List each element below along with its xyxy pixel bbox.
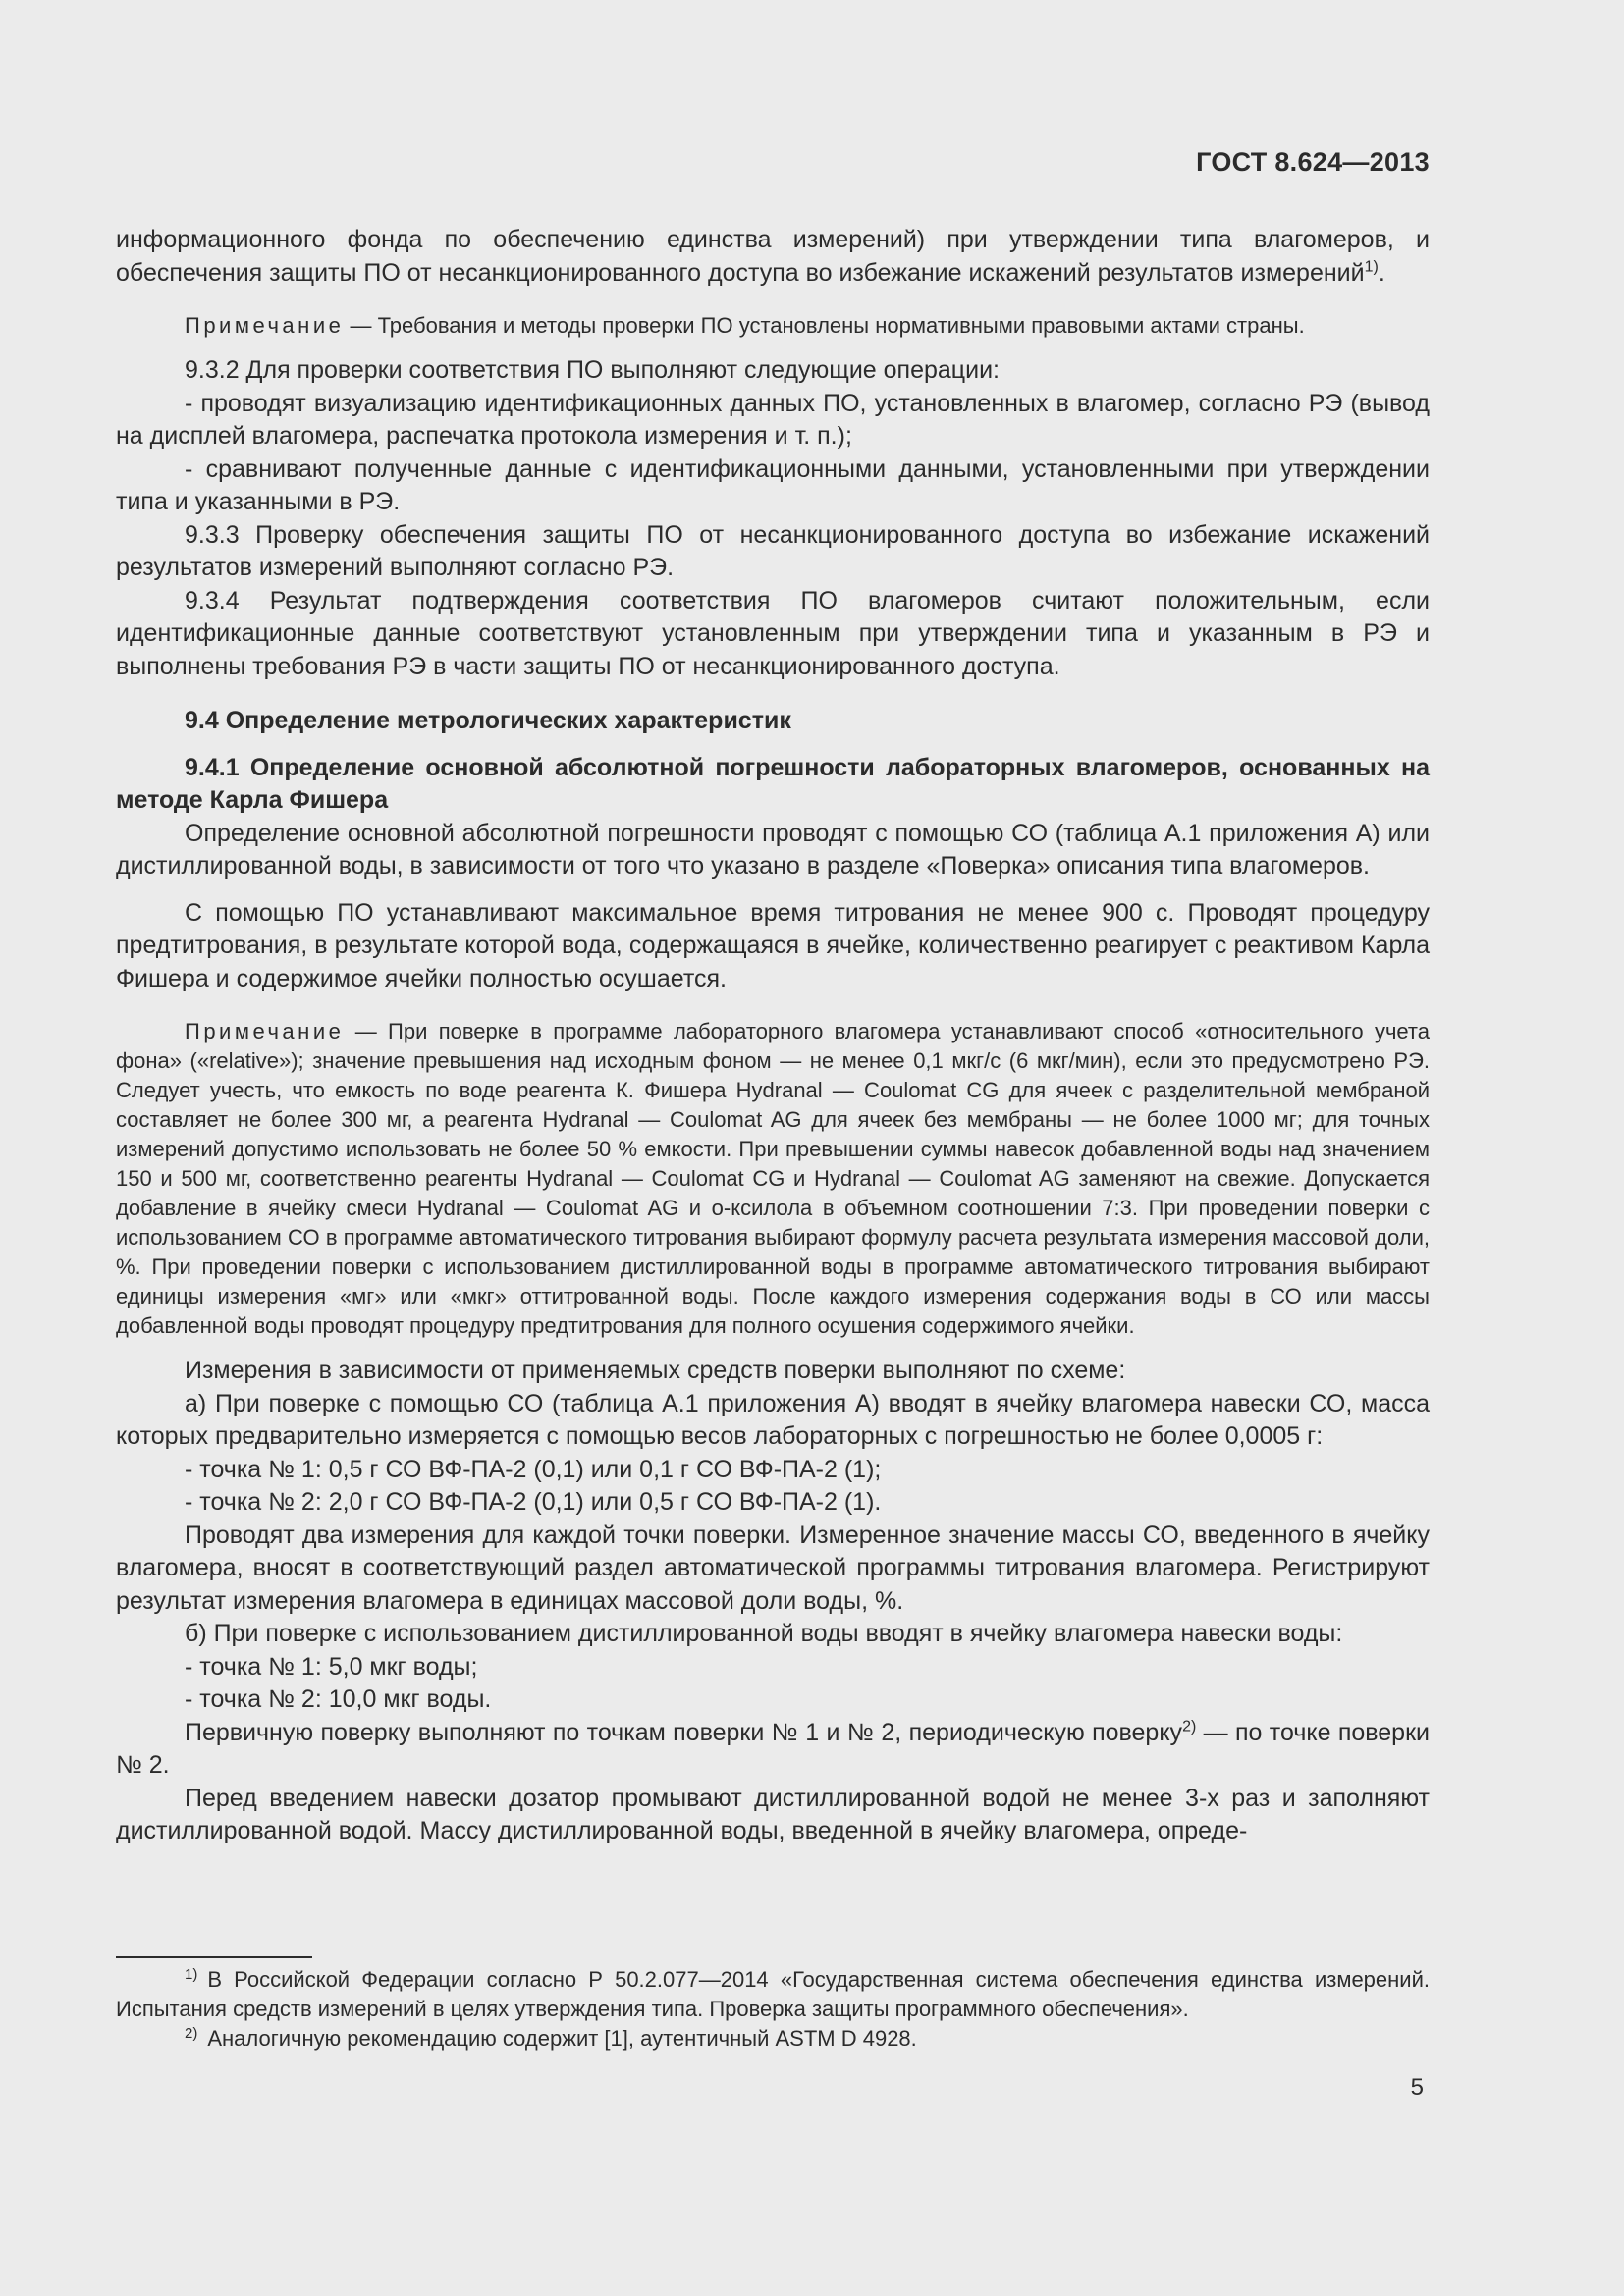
paragraph-end: — по точке поверки № 2. bbox=[116, 1718, 1430, 1779]
note-text: — Требования и методы проверки ПО установлены нормативными правовыми актами страны. bbox=[344, 313, 1305, 338]
two-measurements-para: Проводят два измерения для каждой точки поверки. Измеренное значение массы СО, введенного в ячейку влагомера, вносят в соответствующий раздел автоматической программы титрования влагомера. Регистрируют результат измерения влагомера в единицах массовой доли воды, %. bbox=[116, 1521, 1430, 1615]
clause-9-3-2: 9.3.2 Для проверки соответствия ПО выполняют следующие операции: bbox=[185, 356, 1001, 384]
scheme-item-b-point-2: - точка № 2: 10,0 мкг воды. bbox=[185, 1685, 492, 1713]
footnote-mark: 1) bbox=[185, 1965, 198, 1983]
paragraph-text: информационного фонда по обеспечению единства измерений) при утверждении типа влагомеров, и обеспечения защиты ПО от несанкционированного доступа во избежание искажений результатов измерений bbox=[116, 226, 1430, 287]
footnote-2 bbox=[116, 2024, 1430, 2054]
clause-9-3-3: 9.3.3 Проверку обеспечения защиты ПО от несанкционированного доступа во избежание искажений результатов измерений выполняют согласно РЭ. bbox=[116, 520, 1430, 581]
footnote-mark: 2) bbox=[185, 2024, 198, 2042]
footnote-ref-1[interactable]: 1) bbox=[1364, 258, 1379, 276]
scheme-item-b-point-1: - точка № 1: 5,0 мкг воды; bbox=[185, 1652, 478, 1681]
page-number: 5 bbox=[1410, 2074, 1424, 2101]
document-body bbox=[116, 224, 1430, 1848]
footnote-text: В Российской Федерации согласно Р 50.2.077—2014 «Государственная система обеспечения единства измерений. Испытания средств измерений в целях утверждения типа. Проверка защиты программного обеспечения». bbox=[116, 1967, 1430, 2021]
scheme-item-a-point-2: - точка № 2: 2,0 г СО ВФ-ПА-2 (0,1) или 0,5 г СО ВФ-ПА-2 (1). bbox=[185, 1488, 882, 1516]
note-software bbox=[116, 311, 1430, 341]
scheme-item-a: а) При поверке с помощью СО (таблица А.1 приложения А) вводят в ячейку влагомера навески СО, масса которых предварительно измеряется с помощью весов лабораторных с погрешностью не более 0,0005 г: bbox=[116, 1389, 1430, 1450]
note-text: — При поверке в программе лабораторного влагомера устанавливают способ «относительного учета фона» («relative»); значение превышения над исходным фоном — не менее 0,1 мкг/с (6 мкг/мин), если это предусмотрено РЭ. Следует учесть, что емкость по воде реагента К. Фишера Hydranal — Coulomat CG для ячеек с разделительной мембраной составляет не более 300 мг, а реагента Hydranal — Coulomat AG для ячеек без мембраны — не более 1000 мг; для точных измерений допустимо использовать не более 50 % емкости. При превышении суммы навесок добавленной воды над значением 150 и 500 мг, соответственно реагенты Hydranal — Coulomat CG и Hydranal — Coulomat AG заменяют на свежие. Допускается добавление в ячейку смеси Hydranal — Coulomat AG и о-ксилола в объемном соотношении 7:3. При проведении поверки с использованием СО в программе автоматического титрования выбирают формулу расчета результата измерения массовой доли, %. При проведении поверки с использованием дистиллированной воды в программе автоматического титрования выбирают единицы измерения «мг» или «мкг» оттитрованной воды. После каждого измерения содержания воды в СО или массы добавленной воды проводят процедуру предтитрования для полного осушения содержимого ячейки. bbox=[116, 1019, 1430, 1338]
footnotes bbox=[116, 1965, 1430, 2054]
scheme-item-b: б) При поверке с использованием дистиллированной воды вводят в ячейку влагомера навески воды: bbox=[185, 1620, 1343, 1647]
paragraph-end: . bbox=[1378, 258, 1385, 287]
section-heading-9-4: 9.4 Определение метрологических характеристик bbox=[185, 707, 791, 734]
footnote-text: Аналогичную рекомендацию содержит [1], аутентичный ASTM D 4928. bbox=[207, 2026, 917, 2051]
note-titration bbox=[116, 1017, 1430, 1341]
footnote-1 bbox=[116, 1965, 1430, 2024]
clause-9-3-2-item-a: - проводят визуализацию идентификационных данных ПО, установленных в влагомер, согласно РЭ (вывод на дисплей влагомера, распечатка протокола измерения и т. п.); bbox=[116, 389, 1430, 450]
scheme-item-a-point-1: - точка № 1: 0,5 г СО ВФ-ПА-2 (0,1) или 0,1 г СО ВФ-ПА-2 (1); bbox=[185, 1455, 882, 1483]
document-code-header: ГОСТ 8.624—2013 bbox=[1196, 147, 1430, 177]
footnote-ref-2[interactable]: 2) bbox=[1182, 1718, 1197, 1735]
clause-9-4-1-para-2: С помощью ПО устанавливают максимальное время титрования не менее 900 с. Проводят процедуру предтитрования, в результате которой вода, содержащаяся в ячейке, количественно реагирует с реактивом Карла Фишера и содержимое ячейки полностью осушается. bbox=[116, 898, 1430, 992]
footnote-separator bbox=[116, 1956, 312, 1958]
primary-verification-para bbox=[116, 1717, 1430, 1783]
subsection-heading-9-4-1: 9.4.1 Определение основной абсолютной погрешности лабораторных влагомеров, основанных на методе Карла Фишера bbox=[116, 753, 1430, 814]
clause-9-3-4: 9.3.4 Результат подтверждения соответствия ПО влагомеров считают положительным, если идентификационные данные соответствуют установленным при утверждении типа и указанным в РЭ и выполнены требования РЭ в части защиты ПО от несанкционированного доступа. bbox=[116, 586, 1430, 680]
paragraph-continuation bbox=[116, 224, 1430, 290]
clause-9-4-1-para-1: Определение основной абсолютной погрешности проводят с помощью СО (таблица А.1 приложения А) или дистиллированной воды, в зависимости от того что указано в разделе «Поверка» описания типа влагомеров. bbox=[116, 819, 1430, 880]
measurement-scheme-intro: Измерения в зависимости от применяемых средств поверки выполняют по схеме: bbox=[185, 1357, 1126, 1384]
clause-9-3-2-item-b: - сравнивают полученные данные с идентификационными данными, установленными при утверждении типа и указанными в РЭ. bbox=[116, 454, 1430, 515]
note-label: Примечание bbox=[185, 1019, 345, 1043]
dispenser-rinse-para: Перед введением навески дозатор промывают дистиллированной водой не менее 3-х раз и заполняют дистиллированной водой. Массу дистиллированной воды, введенной в ячейку влагомера, опреде- bbox=[116, 1784, 1430, 1844]
paragraph-text: Первичную поверку выполняют по точкам поверки № 1 и № 2, периодическую поверку bbox=[185, 1718, 1183, 1746]
note-label: Примечание bbox=[185, 313, 345, 338]
